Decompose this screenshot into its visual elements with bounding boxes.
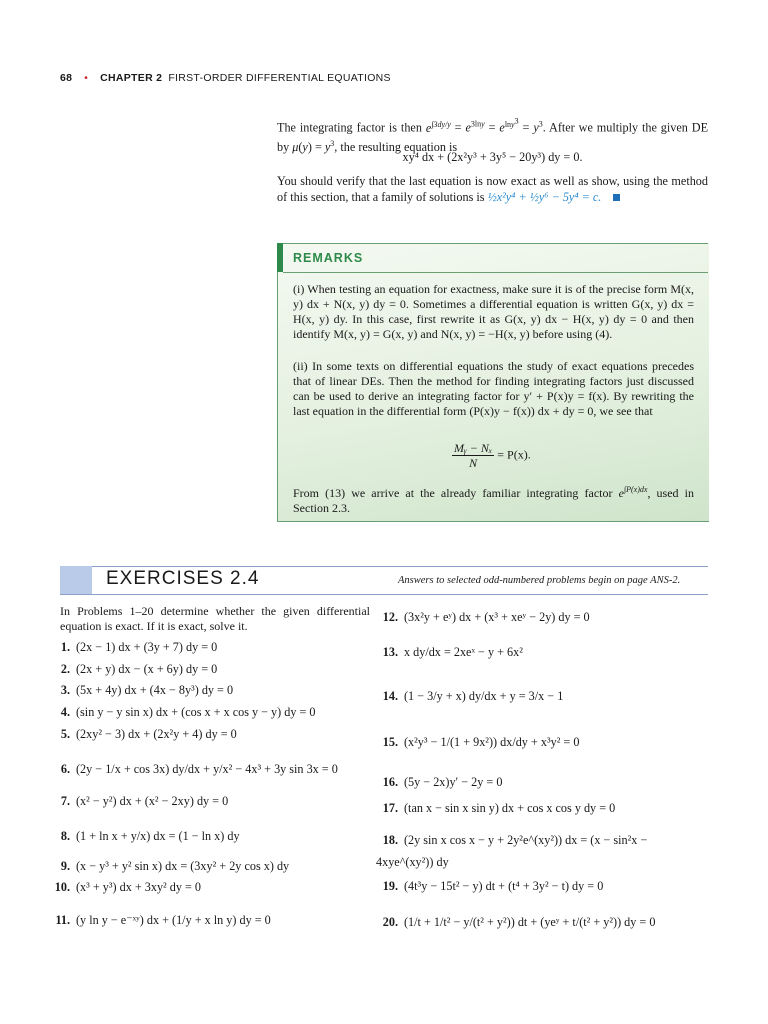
- page-number: 68: [60, 72, 73, 84]
- problem-18: 18. (2y sin x cos x − y + 2y²e^(xy²)) dx = (x − sin²x − 4xye^(xy²)) dy: [376, 833, 648, 869]
- remarks-title-rule: [283, 272, 708, 273]
- remarks-fraction-denominator: N: [469, 456, 478, 470]
- intro-text-p2: You should verify that the last equation is now exact as well as show, using the method of this section, that a family of solutions is: [277, 174, 708, 204]
- running-header: [60, 72, 391, 84]
- intro-paragraph-2: [277, 173, 708, 205]
- problem-12: 12. (3x²y + eʸ) dx + (x³ + xeʸ − 2y) dy = 0: [382, 610, 590, 624]
- remarks-p3-text-b: , used in Section 2.3.: [293, 486, 694, 515]
- answers-note: Answers to selected odd-numbered problems begin on page ANS-2.: [398, 575, 681, 586]
- problem-17: 17. (tan x − sin x sin y) dx + cos x cos y dy = 0: [382, 801, 616, 815]
- exercises-blue-tab: [60, 566, 92, 594]
- problem-19: 19. (4t³y − 15t² − y) dt + (t⁴ + 3y² − t) dy = 0: [382, 879, 604, 893]
- intro-text-b: . After we multiply the given DE by: [277, 120, 709, 154]
- exercises-instructions: In Problems 1–20 determine whether the given differential equation is exact. If it is exact, solve it.: [60, 604, 370, 633]
- problem-15: 15. (x²y³ − 1/(1 + 9x²)) dx/dy + x³y² = 0: [382, 735, 580, 749]
- remarks-accent-bar: [277, 243, 283, 272]
- problem-3: 3. (5x + 4y) dx + (4x − 8y³) dy = 0: [60, 683, 234, 697]
- problem-13: 13. x dy/dx = 2xeˣ − y + 6x²: [382, 645, 523, 659]
- problem-5: 5. (2xy² − 3) dx + (2x²y + 4) dy = 0: [60, 727, 237, 741]
- remarks-fraction: [452, 441, 494, 470]
- remarks-fraction-equation: [452, 441, 531, 470]
- problem-9: 9. (x − y³ + y² sin x) dx = (3xy² + 2y cos x) dy: [60, 859, 290, 873]
- chapter-label: CHAPTER 2: [100, 72, 163, 84]
- problem-16: 16. (5y − 2x)y′ − 2y = 0: [382, 775, 503, 789]
- problem-6: 6. (2y − 1/x + cos 3x) dy/dx + y/x² − 4x³ + 3y sin 3x = 0: [60, 762, 338, 776]
- exercises-top-rule: [60, 566, 708, 567]
- remarks-title: REMARKS: [293, 251, 364, 265]
- intro-paragraph-1: The integrating factor is then $e^{\int 3dy/y} = e^{3lny} = e^{lny^3} = y^3$. After we multiply the given DE by $\mu(y) = y^3$, the resulting equation is: [277, 116, 709, 154]
- problem-7: 7. (x² − y²) dx + (x² − 2xy) dy = 0: [60, 794, 229, 808]
- end-of-example-square-icon: [613, 194, 620, 201]
- remarks-paragraph-2: (ii) In some texts on differential equations the study of exact equations precedes that of linear DEs. Then the method for finding integrating factors just discussed can be used to derive an integrating factor for y′ + P(x)y = f(x). By rewriting the last equation in the differential form (P(x)y − f(x)) dx + dy = 0, we see that: [293, 359, 694, 418]
- exercises-title: EXERCISES 2.4: [106, 568, 260, 589]
- problem-14: 14. (1 − 3/y + x) dy/dx + y = 3/x − 1: [382, 689, 564, 703]
- remarks-top-rule: [277, 243, 708, 244]
- chapter-title: FIRST-ORDER DIFFERENTIAL EQUATIONS: [168, 72, 391, 84]
- remarks-p3-text-a: From (13) we arrive at the already familiar integrating factor: [293, 486, 619, 500]
- header-bullet: •: [84, 73, 89, 84]
- remarks-fraction-rhs: = P(x).: [497, 447, 531, 462]
- integrating-factor-expr: $e^{\int 3dy/y}$: [425, 119, 451, 135]
- problem-10: 10. (x³ + y³) dx + 3xy² dy = 0: [54, 880, 202, 894]
- problem-8: 8. (1 + ln x + y/x) dx = (1 − ln x) dy: [60, 829, 240, 843]
- remarks-fraction-numerator: Mᵧ − Nₓ: [454, 441, 493, 455]
- solution-family: ½x²y⁴ + ½y⁶ − 5y⁴ = c.: [487, 190, 602, 204]
- remarks-paragraph-1: (i) When testing an equation for exactness, make sure it is of the precise form M(x, y) dx + N(x, y) dy = 0. Sometimes a differential equation is written G(x, y) dx = H(x, y) dy. In this case, first rewrite it as G(x, y) dx − H(x, y) dy = 0 and then identify M(x, y) = G(x, y) and N(x, y) = −H(x, y) before using (4).: [293, 282, 694, 341]
- familiar-integrating-factor: $e^{\int P(x)dx}$: [618, 485, 648, 500]
- problem-11: 11. (y ln y − e⁻ˣʸ) dx + (1/y + x ln y) dy = 0: [55, 913, 271, 927]
- intro-text-a: The integrating factor is then: [277, 120, 426, 135]
- problem-20: 20. (1/t + 1/t² − y/(t² + y²)) dt + (yeʸ + t/(t² + y²)) dy = 0: [382, 915, 656, 929]
- problem-2: 2. (2x + y) dx − (x + 6y) dy = 0: [60, 662, 218, 676]
- problem-1: 1. (2x − 1) dx + (3y + 7) dy = 0: [60, 640, 218, 654]
- problem-4: 4. (sin y − y sin x) dx + (cos x + x cos y − y) dy = 0: [60, 705, 316, 719]
- intro-text-c: , the resulting equation is: [334, 139, 458, 154]
- remarks-paragraph-3: [293, 482, 694, 516]
- resulting-equation: xy⁴ dx + (2x²y³ + 3y⁵ − 20y³) dy = 0.: [402, 150, 583, 164]
